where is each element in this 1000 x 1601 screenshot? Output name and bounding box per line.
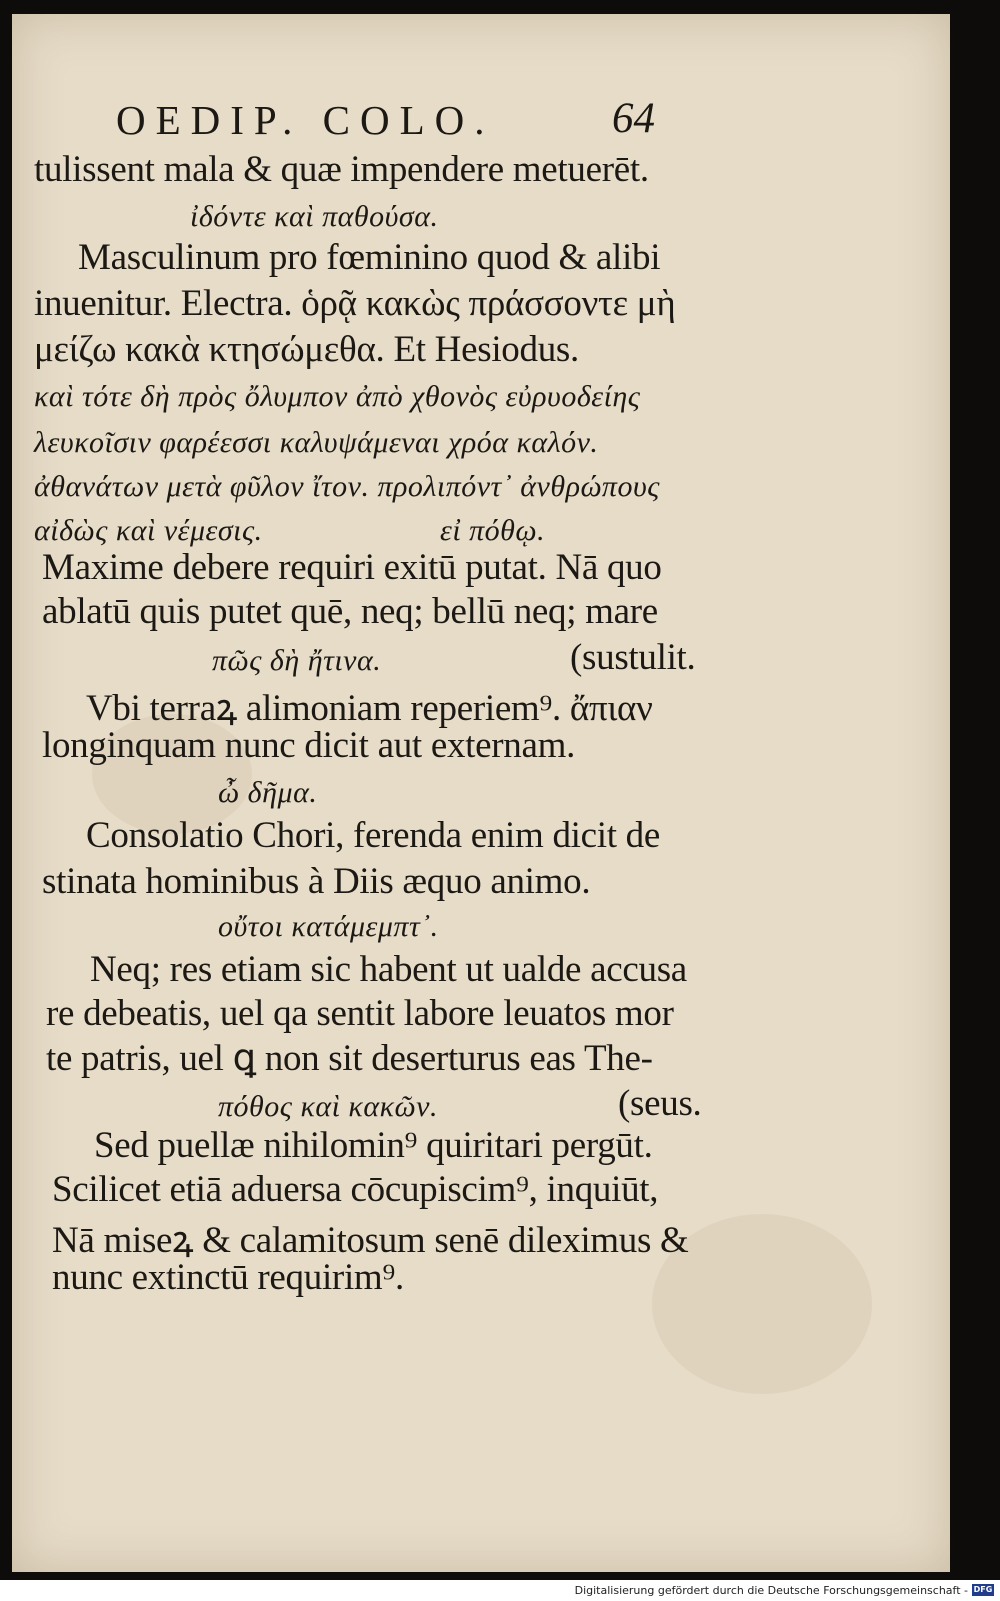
greek-quotation-line: καὶ τότε δὴ πρὸς ὄλυμπον ἀπὸ χθονὸς εὐρυοδείης [34, 380, 641, 413]
text-line: stinata hominibus à Diis æquo animo. [42, 861, 591, 902]
greek-quotation-line: αἰδὼς καὶ νέμεσις. [34, 514, 263, 547]
greek-lemma: ἰδόντε καὶ παθούσα. [190, 200, 439, 233]
greek-quotation-line: λευκοῖσιν φαρέεσσι καλυψάμεναι χρόα καλόν. [34, 426, 599, 459]
text-line: Neq; res etiam sic habent ut ualde accusa [90, 949, 687, 990]
greek-lemma: εἰ πόθῳ. [440, 514, 546, 547]
digitization-credit [575, 1583, 994, 1597]
greek-quotation-line: ἀθανάτων μετὰ φῦλον ἴτον. προλιπόντ᾽ ἀνθρώπους [34, 470, 660, 503]
greek-lemma: πόθος καὶ κακῶν. [218, 1090, 438, 1123]
text-line: tulissent mala & quæ impendere metuerēt. [34, 149, 649, 190]
text-line: te patris, uel ꝗ non sit deserturus eas The- [46, 1038, 653, 1079]
credit-text: Digitalisierung gefördert durch die Deutsche Forschungsgemeinschaft - [574, 1583, 968, 1597]
text-line: μείζω κακὰ κτησώμεθα. Et Hesiodus. [34, 329, 579, 370]
text-line: Nā miseꝝ & calamitosum senē dileximus & [52, 1220, 689, 1261]
text-line: Scilicet etiā aduersa cōcupiscim⁹, inquiūt, [52, 1169, 659, 1210]
text-line: Masculinum pro fœminino quod & alibi [78, 237, 661, 278]
text-line: Consolatio Chori, ferenda enim dicit de [86, 815, 660, 856]
dfg-logo: DFG [973, 1585, 993, 1594]
text-line: Vbi terraꝝ alimoniam reperiem⁹. ἄπιαν [86, 688, 653, 729]
text-line: longinquam nunc dicit aut externam. [42, 725, 576, 766]
text-line: Maxime debere requiri exitū putat. Nā quo [42, 547, 662, 588]
text-line: ablatū quis putet quē, neq; bellū neq; mare [42, 591, 658, 632]
folio-number: 64 [612, 95, 655, 142]
text-line: re debeatis, uel qa sentit labore leuatos mor [46, 993, 674, 1034]
text-line-continuation: (seus. [618, 1083, 702, 1124]
text-line: Sed puellæ nihilomin⁹ quiritari pergūt. [94, 1125, 653, 1166]
greek-lemma: ὦ δῆμα. [218, 776, 318, 809]
greek-lemma: οὔτοι κατάμεμπτ᾽. [218, 910, 439, 943]
text-line: nunc extinctū requirim⁹. [52, 1257, 404, 1298]
running-title: OEDIP. COLO. [116, 97, 495, 143]
text-line-continuation: (sustulit. [570, 637, 696, 678]
text-line: inuenitur. Electra. ὁρᾷ κακὼς πράσσοντε μὴ [34, 283, 676, 324]
book-page [12, 14, 950, 1572]
greek-lemma: πῶς δὴ ἤτινα. [212, 644, 382, 677]
